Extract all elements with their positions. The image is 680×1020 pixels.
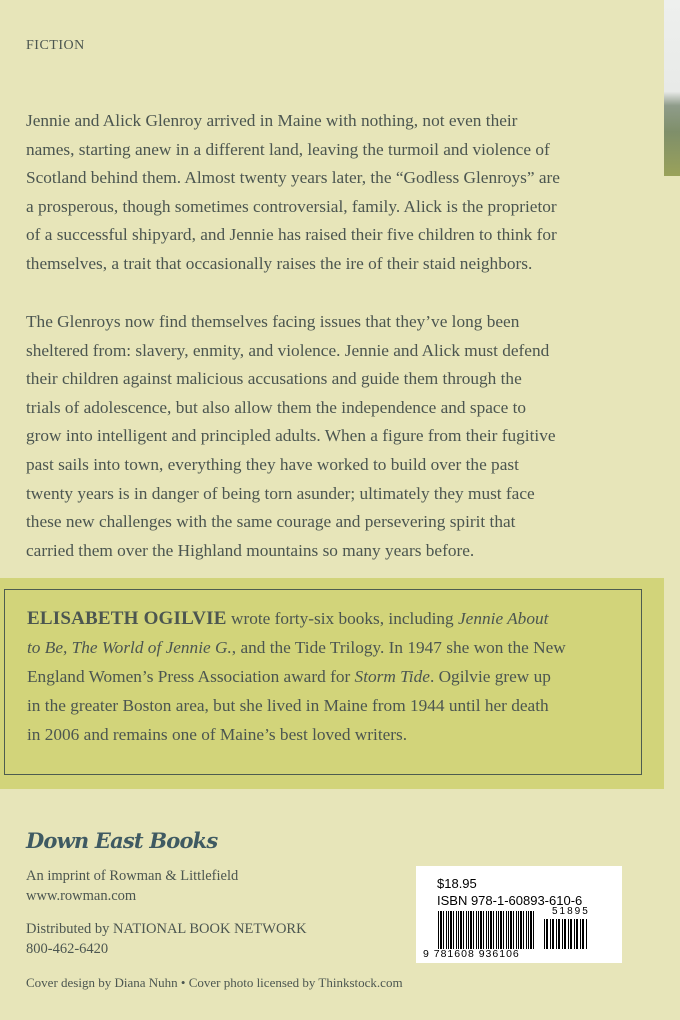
price: $18.95 bbox=[437, 876, 477, 891]
distributor-phone: 800-462-6420 bbox=[26, 941, 109, 957]
author-bio-band bbox=[0, 578, 664, 789]
bio-text: , and the Tide Trilogy. In 1947 she won the New bbox=[231, 638, 566, 657]
description-paragraph-2 bbox=[26, 308, 556, 565]
text-line: these new challenges with the same courage and persevering spirit that bbox=[26, 512, 516, 532]
text-line bbox=[27, 662, 566, 691]
text-line: their children against malicious accusations and guide them through the bbox=[26, 369, 522, 389]
text-line: a prosperous, though sometimes controversial, family. Alick is the proprietor bbox=[26, 196, 557, 216]
barcode-bars bbox=[438, 911, 536, 949]
bio-text: . Ogilvie grew up bbox=[429, 667, 551, 686]
text-line: grow into intelligent and principled adults. When a figure from their fugitive bbox=[26, 426, 556, 446]
cover-photo-edge bbox=[664, 0, 680, 176]
imprint-text: An imprint of Rowman & Littlefield bbox=[26, 868, 239, 884]
text-line: carried them over the Highland mountains so many years before. bbox=[26, 540, 475, 560]
book-title: Storm Tide bbox=[354, 667, 430, 686]
text-line: trials of adolescence, but also allow them the independence and space to bbox=[26, 397, 527, 417]
bio-text: wrote forty-six books, including bbox=[226, 609, 459, 628]
imprint-info bbox=[26, 866, 238, 906]
isbn: ISBN 978-1-60893-610-6 bbox=[437, 893, 583, 908]
barcode-label bbox=[416, 866, 622, 963]
text-line bbox=[27, 633, 566, 662]
publisher-logo: Down East Books bbox=[26, 828, 218, 853]
distributor-text: Distributed by NATIONAL BOOK NETWORK bbox=[26, 921, 307, 937]
text-line: in 2006 and remains one of Maine’s best loved writers. bbox=[27, 725, 408, 744]
text-line: names, starting anew in a different land, leaving the turmoil and violence of bbox=[26, 139, 550, 159]
ean-number: 9 781608 936106 bbox=[423, 948, 520, 960]
text-line: Jennie and Alick Glenroy arrived in Maine with nothing, not even their bbox=[26, 111, 518, 130]
book-title: Jennie About bbox=[458, 609, 549, 628]
text-line: twenty years is in danger of being torn asunder; ultimately they must face bbox=[26, 483, 535, 503]
text-line bbox=[27, 604, 566, 633]
addon-barcode-bars bbox=[544, 919, 588, 949]
author-name: ELISABETH OGILVIE bbox=[27, 608, 227, 629]
text-line: past sails into town, everything they have worked to build over the past bbox=[26, 454, 519, 474]
text-line: Scotland behind them. Almost twenty years later, the “Godless Glenroys” are bbox=[26, 168, 560, 188]
book-title: to Be, The World of Jennie G. bbox=[27, 638, 232, 657]
text-line: The Glenroys now find themselves facing issues that they’ve long been bbox=[26, 312, 520, 331]
text-line: of a successful shipyard, and Jennie has raised their five children to think for bbox=[26, 225, 557, 245]
distributor-info bbox=[26, 919, 307, 959]
bio-text: England Women’s Press Association award for bbox=[27, 667, 355, 686]
cover-credits: Cover design by Diana Nuhn • Cover photo licensed by Thinkstock.com bbox=[26, 975, 403, 990]
publisher-url: www.rowman.com bbox=[26, 888, 137, 904]
author-bio bbox=[27, 604, 566, 749]
description-paragraph-1 bbox=[26, 107, 560, 279]
text-line: in the greater Boston area, but she lived in Maine from 1944 until her death bbox=[27, 696, 549, 715]
author-bio-box bbox=[4, 589, 642, 775]
genre-label: FICTION bbox=[26, 38, 85, 53]
text-line: themselves, a trait that occasionally raises the ire of their staid neighbors. bbox=[26, 253, 533, 273]
text-line: sheltered from: slavery, enmity, and violence. Jennie and Alick must defend bbox=[26, 340, 550, 360]
price-addon-code: 51895 bbox=[552, 906, 590, 917]
